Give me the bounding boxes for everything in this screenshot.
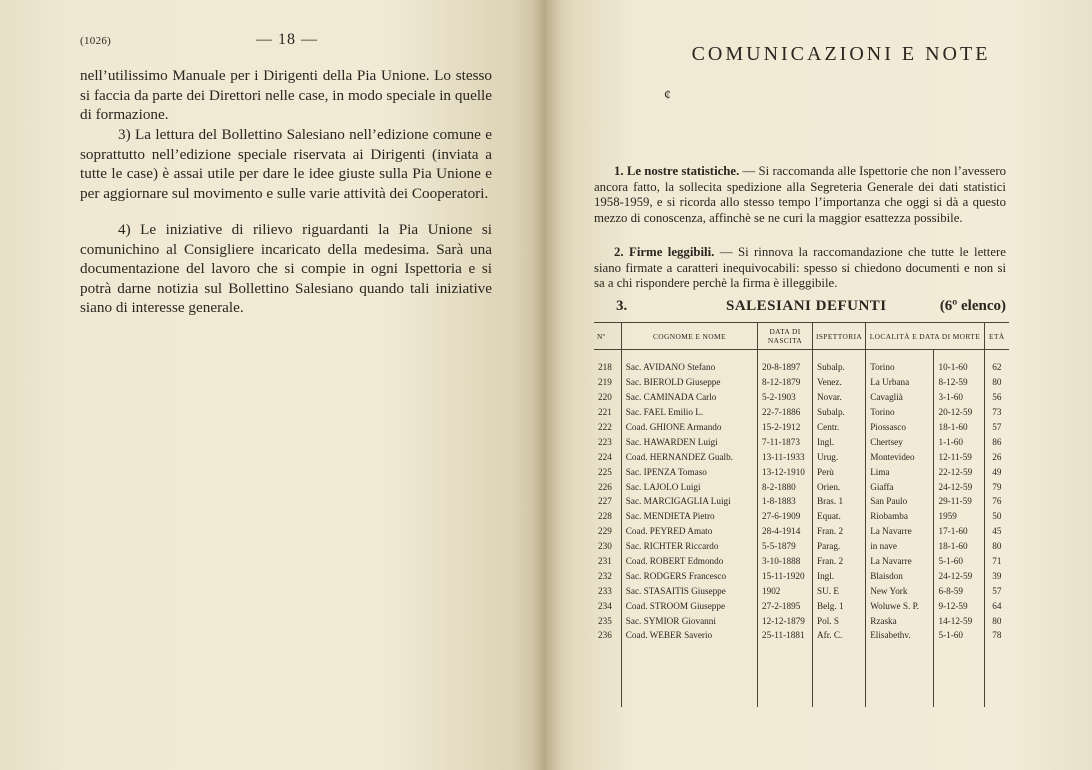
table-row (594, 554, 1009, 569)
row-birth-date: 20-8-1897 (758, 360, 813, 375)
row-province: Belg. 1 (813, 598, 866, 613)
row-death-place: Elisabethv. (866, 628, 934, 643)
deceased-title: SALESIANI DEFUNTI (726, 298, 887, 314)
row-death-place: Lima (866, 464, 934, 479)
paragraph-1 (80, 66, 492, 125)
row-name: Sac. STASAITIS Giuseppe (621, 583, 757, 598)
row-name: Sac. SYMIOR Giovanni (621, 613, 757, 628)
row-death-place: Rzaska (866, 613, 934, 628)
row-province: Equat. (813, 509, 866, 524)
note-heading: 1. Le nostre statistiche. (614, 164, 740, 178)
row-number: 227 (598, 496, 612, 507)
row-number: 219 (598, 377, 612, 388)
row-death-date: 24-12-59 (934, 479, 984, 494)
header-province: ISPETTORIA (813, 323, 866, 350)
table-row (594, 449, 1009, 464)
row-birth-date: 12-12-1879 (758, 613, 813, 628)
row-death-date: 1959 (934, 509, 984, 524)
row-death-place: Woluwe S. P. (866, 598, 934, 613)
row-death-place: Blaisdon (866, 568, 934, 583)
row-number: 235 (598, 615, 612, 626)
row-number: 226 (598, 481, 612, 492)
row-province: Fran. 2 (813, 554, 866, 569)
row-name: Coad. GHIONE Armando (621, 420, 757, 435)
row-birth-date: 5-2-1903 (758, 390, 813, 405)
table-body (594, 350, 1009, 707)
row-death-place: San Paulo (866, 494, 934, 509)
row-age: 79 (984, 479, 1009, 494)
row-province: Urug. (813, 449, 866, 464)
row-birth-date: 15-2-1912 (758, 420, 813, 435)
row-death-place: New York (866, 583, 934, 598)
row-age: 76 (984, 494, 1009, 509)
row-number: 220 (598, 392, 612, 403)
row-birth-date: 7-11-1873 (758, 434, 813, 449)
row-death-date: 10-1-60 (934, 360, 984, 375)
row-death-date: 18-1-60 (934, 420, 984, 435)
table-row (594, 375, 1009, 390)
table-row (594, 420, 1009, 435)
row-number: 233 (598, 585, 612, 596)
row-province: Pol. S (813, 613, 866, 628)
row-number: 228 (598, 511, 612, 522)
row-death-date: 17-1-60 (934, 524, 984, 539)
row-age: 64 (984, 598, 1009, 613)
row-name: Sac. MARCIGAGLIA Luigi (621, 494, 757, 509)
row-age: 86 (984, 434, 1009, 449)
list-number: (6º elenco) (939, 298, 1006, 314)
ink-mark: ¢ (664, 88, 671, 103)
paragraph-text: 4) Le iniziative di rilievo riguardanti la Pia Unione si comunichino al Consigliere incaricato della medesima. Sarà una documentazione del lavoro che si compie in ogni Ispettoria e si potrà darne notizia sul Bollettino Salesiano quando tali iniziative siano di interesse generale. (80, 221, 492, 317)
table-row (594, 509, 1009, 524)
row-province: Orien. (813, 479, 866, 494)
row-death-date: 29-11-59 (934, 494, 984, 509)
row-death-date: 1-1-60 (934, 434, 984, 449)
row-age: 80 (984, 613, 1009, 628)
row-death-date: 5-1-60 (934, 554, 984, 569)
row-death-place: Torino (866, 360, 934, 375)
row-name: Sac. RODGERS Francesco (621, 568, 757, 583)
row-number: 225 (598, 466, 612, 477)
table-header-row (594, 323, 1009, 350)
row-number: 234 (598, 600, 612, 611)
row-name: Coad. PEYRED Amato (621, 524, 757, 539)
row-birth-date: 13-12-1910 (758, 464, 813, 479)
row-death-place: La Urbana (866, 375, 934, 390)
row-age: 78 (984, 628, 1009, 643)
table-row (594, 568, 1009, 583)
table-row (594, 464, 1009, 479)
table-row (594, 598, 1009, 613)
row-province: Subalp. (813, 405, 866, 420)
row-age: 49 (984, 464, 1009, 479)
row-age: 50 (984, 509, 1009, 524)
row-death-date: 6-8-59 (934, 583, 984, 598)
row-name: Sac. MENDIETA Pietro (621, 509, 757, 524)
row-age: 57 (984, 583, 1009, 598)
row-name: Sac. IPENZA Tomaso (621, 464, 757, 479)
table-row (594, 583, 1009, 598)
row-province: Ingl. (813, 434, 866, 449)
document-code: (1026) (80, 35, 112, 47)
row-birth-date: 8-12-1879 (758, 375, 813, 390)
table-row (594, 405, 1009, 420)
row-death-place: Torino (866, 405, 934, 420)
row-age: 62 (984, 360, 1009, 375)
row-age: 26 (984, 449, 1009, 464)
row-death-place: in nave (866, 539, 934, 554)
row-number: 230 (598, 541, 612, 552)
row-age: 39 (984, 568, 1009, 583)
note-text: — Si raccomanda alle Ispettorie che non l’avessero ancora fatto, la sollecita spedizione alla Segreteria Generale dei dati statistici 1958-1959, e si ricorda allo stesso tempo l’importanza che oggi si dà a questo mezzo di conoscenza, affinchè se ne curi la maggior esattezza possibile. (594, 164, 1007, 225)
table-row (594, 628, 1009, 643)
section-number: 3. (616, 298, 628, 314)
row-birth-date: 25-11-1881 (758, 628, 813, 643)
section-title: COMUNICAZIONI E NOTE (691, 43, 991, 65)
deceased-table (594, 322, 1009, 667)
row-birth-date: 22-7-1886 (758, 405, 813, 420)
paragraph-text: nell’utilissimo Manuale per i Dirigenti della Pia Unione. Lo stesso si faccia da parte dei Direttori nelle case, in modo speciale in quelle di formazione. (80, 67, 492, 124)
paragraph-3 (80, 220, 492, 318)
row-birth-date: 13-11-1933 (758, 449, 813, 464)
row-name: Coad. WEBER Saverio (621, 628, 757, 643)
table-row (594, 539, 1009, 554)
row-death-date: 18-1-60 (934, 539, 984, 554)
row-death-date: 12-11-59 (934, 449, 984, 464)
row-birth-date: 27-6-1909 (758, 509, 813, 524)
row-number: 236 (598, 630, 612, 641)
row-birth-date: 8-2-1880 (758, 479, 813, 494)
row-name: Coad. HERNANDEZ Gualb. (621, 449, 757, 464)
row-birth-date: 1902 (758, 583, 813, 598)
row-age: 80 (984, 375, 1009, 390)
paragraph-2 (80, 125, 492, 203)
row-province: Bras. 1 (813, 494, 866, 509)
row-number: 223 (598, 436, 612, 447)
paragraph-text: 3) La lettura del Bollettino Salesiano nell’edizione comune e soprattutto nell’edizione speciale riservata ai Dirigenti (inviata a tutte le case) è assai utile per dare le idee giuste sulla Pia Unione e per aggiornare sul movimento e sulle varie attività dei Cooperatori. (80, 126, 492, 202)
table-row (594, 613, 1009, 628)
row-name: Sac. AVIDANO Stefano (621, 360, 757, 375)
header-name: COGNOME E NOME (621, 323, 757, 350)
row-death-date: 20-12-59 (934, 405, 984, 420)
row-number: 221 (598, 407, 612, 418)
row-age: 57 (984, 420, 1009, 435)
row-birth-date: 15-11-1920 (758, 568, 813, 583)
row-death-place: Chertsey (866, 434, 934, 449)
header-death-place-date: LOCALITÀ E DATA DI MORTE (866, 323, 985, 350)
row-number: 232 (598, 570, 612, 581)
row-province: Fran. 2 (813, 524, 866, 539)
page-number: — 18 — (256, 31, 318, 48)
book-gutter (532, 0, 560, 770)
note-heading: 2. Firme leggibili. (614, 245, 715, 259)
row-number: 224 (598, 451, 612, 462)
row-name: Sac. CAMINADA Carlo (621, 390, 757, 405)
row-province: SU. E (813, 583, 866, 598)
row-province: Centr. (813, 420, 866, 435)
table-row (594, 390, 1009, 405)
row-death-place: Piossasco (866, 420, 934, 435)
row-number: 222 (598, 422, 612, 432)
table-spacer-row (594, 350, 1009, 361)
row-death-place: Riobamba (866, 509, 934, 524)
row-birth-date: 28-4-1914 (758, 524, 813, 539)
row-death-date: 9-12-59 (934, 598, 984, 613)
row-death-place: Giaffa (866, 479, 934, 494)
table-row (594, 434, 1009, 449)
row-name: Sac. LAJOLO Luigi (621, 479, 757, 494)
row-name: Sac. FAEL Emilio L. (621, 405, 757, 420)
row-death-date: 8-12-59 (934, 375, 984, 390)
row-name: Coad. STROOM Giuseppe (621, 598, 757, 613)
row-birth-date: 5-5-1879 (758, 539, 813, 554)
table-row (594, 494, 1009, 509)
note-statistiche (594, 164, 1006, 226)
row-death-date: 24-12-59 (934, 568, 984, 583)
row-age: 73 (984, 405, 1009, 420)
row-name: Sac. RICHTER Riccardo (621, 539, 757, 554)
row-province: Afr. C. (813, 628, 866, 643)
row-number: 229 (598, 526, 612, 537)
row-number: 218 (598, 362, 612, 373)
row-birth-date: 1-8-1883 (758, 494, 813, 509)
row-province: Perù (813, 464, 866, 479)
row-death-place: La Navarre (866, 554, 934, 569)
table-row (594, 479, 1009, 494)
row-death-place: Montevideo (866, 449, 934, 464)
row-death-date: 14-12-59 (934, 613, 984, 628)
row-death-place: La Navarre (866, 524, 934, 539)
table-filler-row (594, 643, 1009, 707)
row-death-date: 5-1-60 (934, 628, 984, 643)
row-name: Sac. BIEROLD Giuseppe (621, 375, 757, 390)
row-province: Subalp. (813, 360, 866, 375)
header-number: Nº (594, 323, 621, 350)
row-birth-date: 27-2-1895 (758, 598, 813, 613)
table-row (594, 360, 1009, 375)
row-province: Ingl. (813, 568, 866, 583)
note-text: — Si rinnova la raccomandazione che tutte le lettere siano firmate a caratteri inequivocabili: spesso si chiedono documenti e non si sa a chi rispondere perchè la firma è illeggibile. (594, 245, 1006, 291)
row-death-place: Cavaglià (866, 390, 934, 405)
row-province: Venez. (813, 375, 866, 390)
row-age: 56 (984, 390, 1009, 405)
row-death-date: 22-12-59 (934, 464, 984, 479)
row-number: 231 (598, 556, 612, 567)
header-birth-date: DATA DI NASCITA (758, 323, 813, 350)
row-birth-date: 3-10-1888 (758, 554, 813, 569)
table-row (594, 524, 1009, 539)
header-age: ETÀ (984, 323, 1009, 350)
row-province: Novar. (813, 390, 866, 405)
row-age: 45 (984, 524, 1009, 539)
row-age: 80 (984, 539, 1009, 554)
row-name: Sac. HAWARDEN Luigi (621, 434, 757, 449)
note-firme (594, 245, 1006, 292)
row-death-date: 3-1-60 (934, 390, 984, 405)
row-province: Parag. (813, 539, 866, 554)
right-page (546, 0, 1092, 770)
row-age: 71 (984, 554, 1009, 569)
row-name: Coad. ROBERT Edmondo (621, 554, 757, 569)
